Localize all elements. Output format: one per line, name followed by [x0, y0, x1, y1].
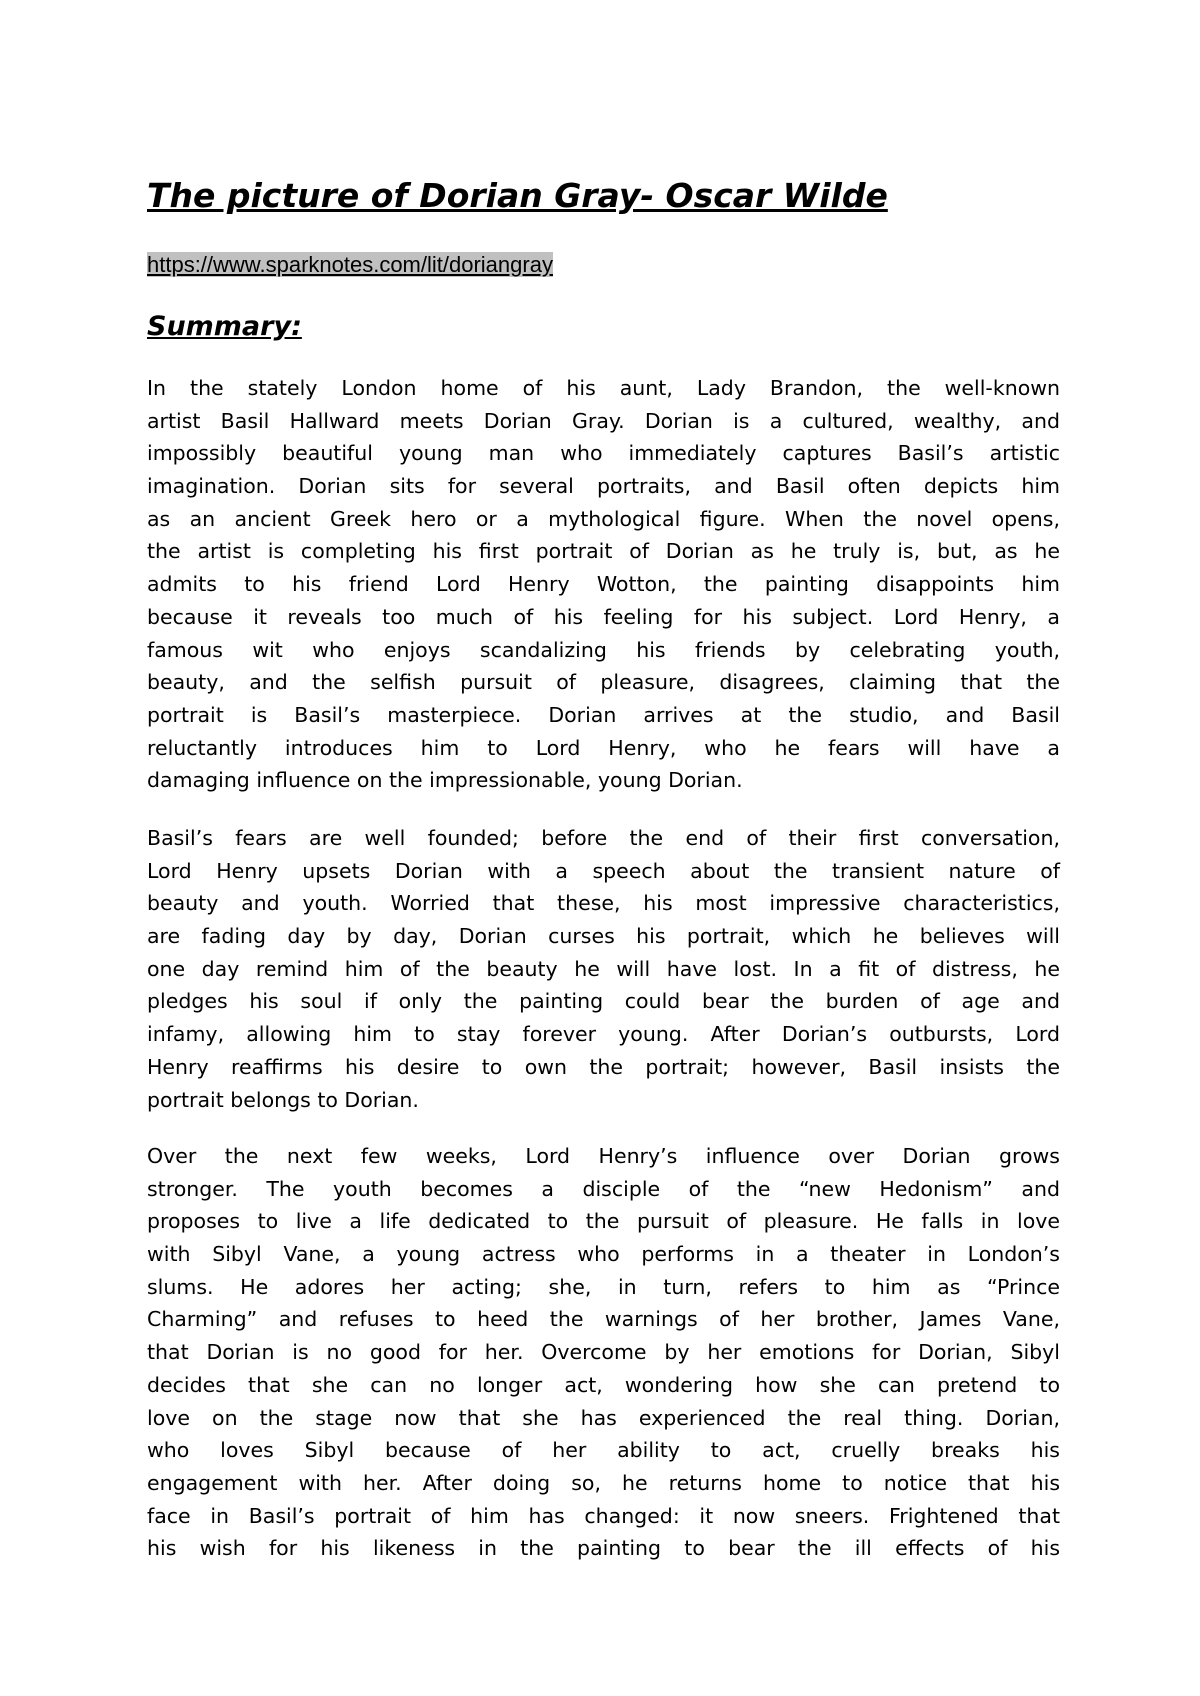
text-line: beauty, and the selfish pursuit of pleasure, disagrees, claiming that the — [147, 670, 1060, 695]
text-line: Henry reaffirms his desire to own the portrait; however, Basil insists the — [147, 1054, 1060, 1079]
text-line: that Dorian is no good for her. Overcome by her emotions for Dorian, Sibyl — [147, 1340, 1060, 1365]
text-line: face in Basil’s portrait of him has changed: it now sneers. Frightened that — [147, 1503, 1060, 1528]
text-line: admits to his friend Lord Henry Wotton, the painting disappoints him — [147, 572, 1060, 597]
paragraph-3 — [147, 1140, 1060, 1565]
text-line: one day remind him of the beauty he will have lost. In a fit of distress, he — [147, 956, 1060, 981]
text-line: portrait belongs to Dorian. — [147, 1087, 419, 1112]
text-line: as an ancient Greek hero or a mythological figure. When the novel opens, — [147, 506, 1060, 531]
text-line: damaging influence on the impressionable, young Dorian. — [147, 768, 743, 793]
source-link-line — [147, 251, 1060, 279]
text-line: Over the next few weeks, Lord Henry’s influence over Dorian grows — [147, 1144, 1060, 1168]
text-line: imagination. Dorian sits for several portraits, and Basil often depicts him — [147, 474, 1060, 499]
text-line: proposes to live a life dedicated to the pursuit of pleasure. He falls in love — [147, 1209, 1060, 1234]
text-line: stronger. The youth becomes a disciple of the “new Hedonism” and — [147, 1176, 1060, 1201]
text-line: infamy, allowing him to stay forever young. After Dorian’s outbursts, Lord — [147, 1022, 1060, 1047]
text-line: Lord Henry upsets Dorian with a speech about the transient nature of — [147, 858, 1060, 883]
text-line: In the stately London home of his aunt, Lady Brandon, the well-known — [147, 376, 1060, 400]
text-line: beauty and youth. Worried that these, his most impressive characteristics, — [147, 891, 1060, 916]
text-line: portrait is Basil’s masterpiece. Dorian arrives at the studio, and Basil — [147, 702, 1060, 727]
paragraph-2 — [147, 822, 1060, 1116]
text-line: are fading day by day, Dorian curses his portrait, which he believes will — [147, 924, 1060, 949]
document-title: The picture of Dorian Gray- Oscar Wilde — [147, 176, 888, 215]
text-line: Charming” and refuses to heed the warnings of her brother, James Vane, — [147, 1307, 1060, 1332]
text-line: impossibly beautiful young man who immediately captures Basil’s artistic — [147, 441, 1060, 466]
text-line: artist Basil Hallward meets Dorian Gray. Dorian is a cultured, wealthy, and — [147, 408, 1060, 433]
text-line: the artist is completing his first portrait of Dorian as he truly is, but, as he — [147, 539, 1060, 564]
text-line: love on the stage now that she has experienced the real thing. Dorian, — [147, 1405, 1060, 1430]
text-line: famous wit who enjoys scandalizing his friends by celebrating youth, — [147, 637, 1060, 662]
text-line: because it reveals too much of his feeling for his subject. Lord Henry, a — [147, 604, 1060, 629]
text-line: reluctantly introduces him to Lord Henry, who he fears will have a — [147, 735, 1060, 760]
text-line: his wish for his likeness in the painting to bear the ill effects of his — [147, 1536, 1060, 1561]
text-line: with Sibyl Vane, a young actress who performs in a theater in London’s — [147, 1242, 1060, 1267]
text-line: who loves Sibyl because of her ability to act, cruelly breaks his — [147, 1438, 1060, 1463]
summary-heading: Summary: — [147, 311, 302, 342]
text-line: decides that she can no longer act, wondering how she can pretend to — [147, 1372, 1060, 1397]
sparknotes-link[interactable]: https://www.sparknotes.com/lit/doriangray — [147, 252, 553, 277]
text-line: engagement with her. After doing so, he returns home to notice that his — [147, 1470, 1060, 1495]
text-line: pledges his soul if only the painting could bear the burden of age and — [147, 989, 1060, 1014]
paragraph-1 — [147, 372, 1060, 797]
text-line: Basil’s fears are well founded; before the end of their first conversation, — [147, 826, 1060, 850]
text-line: slums. He adores her acting; she, in turn, refers to him as “Prince — [147, 1274, 1060, 1299]
